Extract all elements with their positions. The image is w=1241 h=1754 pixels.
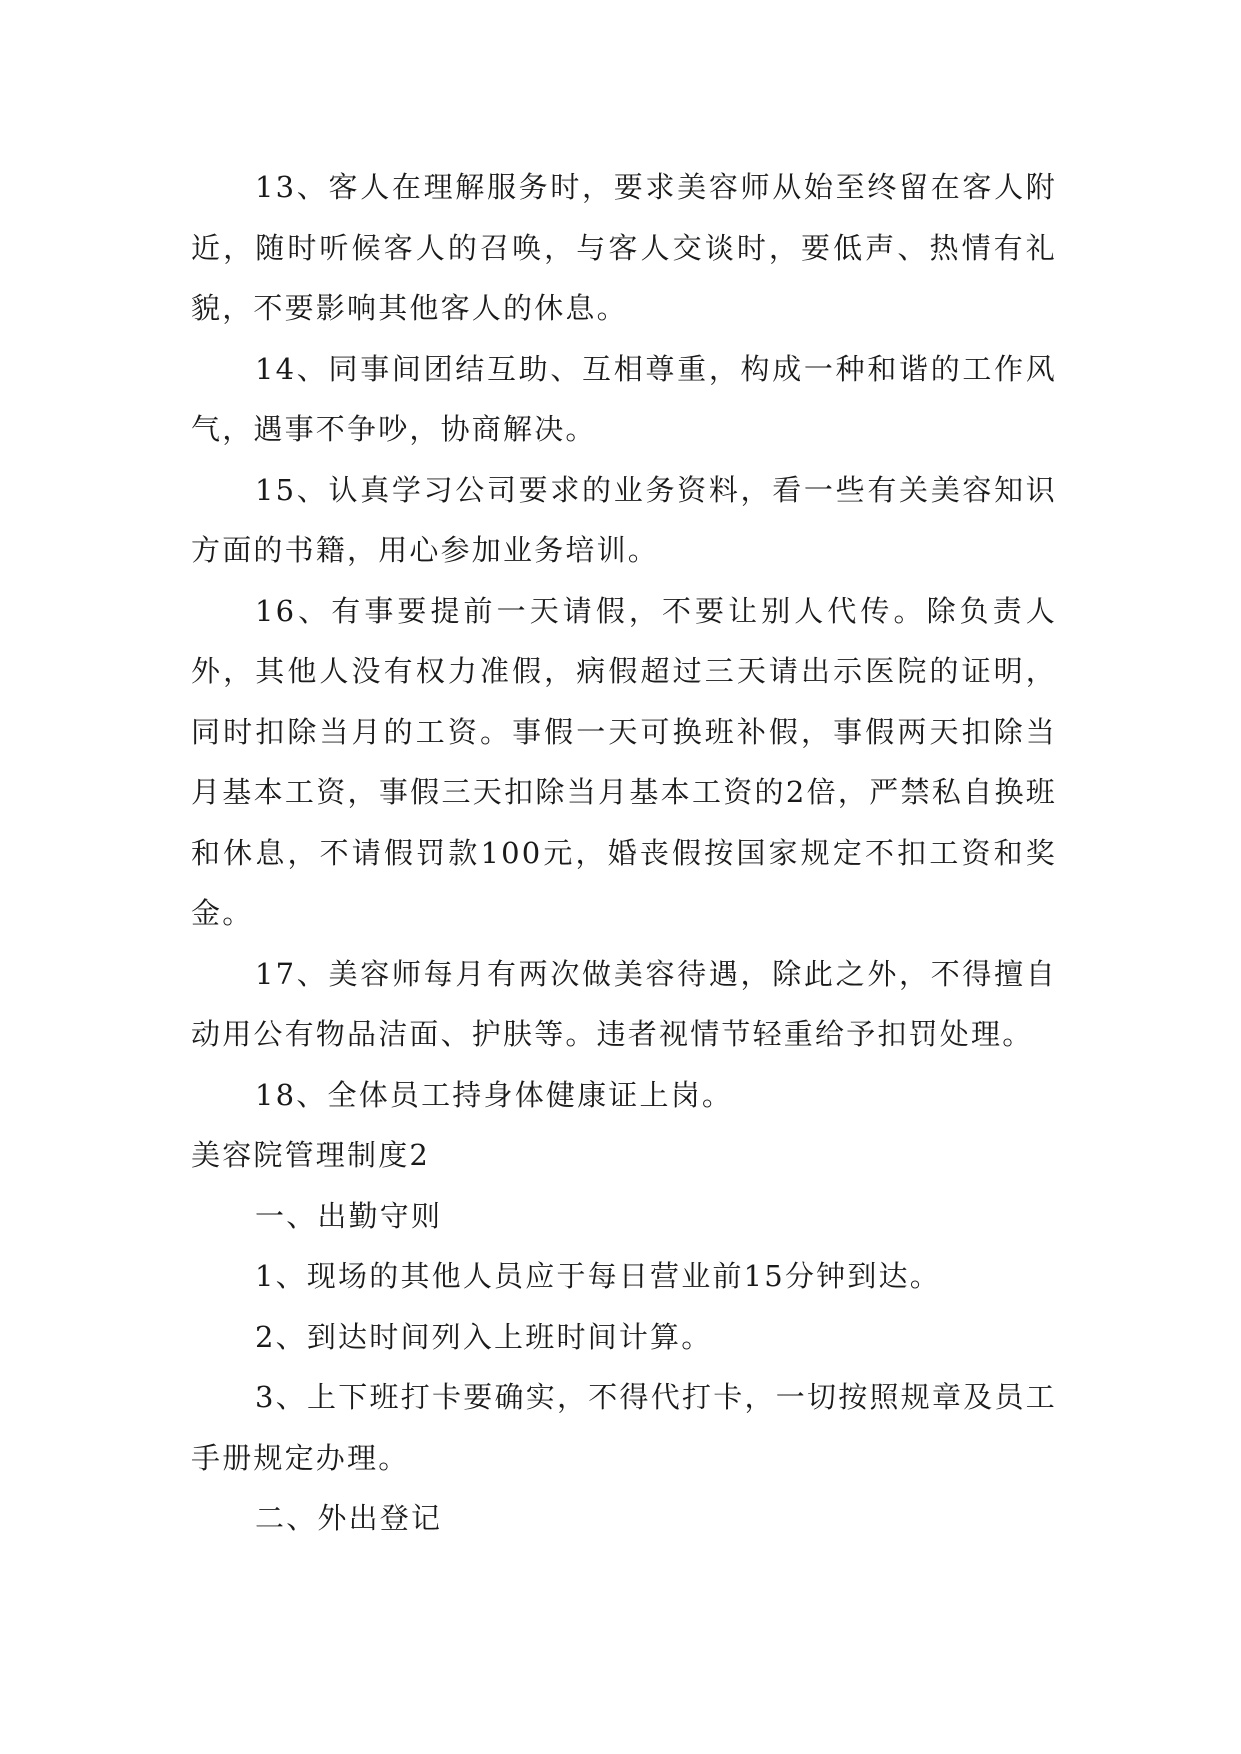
- document-body: [191, 157, 1057, 1549]
- paragraph-rule-16: 16、有事要提前一天请假，不要让别人代传。除负责人外，其他人没有权力准假，病假超过三天请出示医院的证明，同时扣除当月的工资。事假一天可换班补假，事假两天扣除当月基本工资，事假三天扣除当月基本工资的2倍，严禁私自换班和休息，不请假罚款100元，婚丧假按国家规定不扣工资和奖金。: [191, 593, 1057, 930]
- section-heading-outing: 二、外出登记: [255, 1501, 443, 1535]
- paragraph-rule-18: 18、全体员工持身体健康证上岗。: [255, 1077, 734, 1112]
- paragraph-rule-13: 13、客人在理解服务时，要求美容师从始至终留在客人附近，随时听候客人的召唤，与客人交谈时，要低声、热情有礼貌，不要影响其他客人的休息。: [191, 170, 1057, 325]
- paragraph-rule-17: 17、美容师每月有两次做美容待遇，除此之外，不得擅自动用公有物品洁面、护肤等。违者视情节轻重给予扣罚处理。: [191, 956, 1057, 1051]
- attendance-item-2: 2、到达时间列入上班时间计算。: [255, 1319, 713, 1354]
- attendance-item-3: 3、上下班打卡要确实，不得代打卡，一切按照规章及员工手册规定办理。: [191, 1380, 1057, 1475]
- paragraph-rule-14: 14、同事间团结互助、互相尊重，构成一种和谐的工作风气，遇事不争吵，协商解决。: [191, 351, 1057, 446]
- paragraph-rule-15: 15、认真学习公司要求的业务资料，看一些有关美容知识方面的书籍，用心参加业务培训。: [191, 472, 1057, 567]
- section-title: 美容院管理制度2: [191, 1138, 431, 1172]
- attendance-item-1: 1、现场的其他人员应于每日营业前15分钟到达。: [255, 1259, 941, 1293]
- section-heading-attendance: 一、出勤守则: [255, 1198, 443, 1233]
